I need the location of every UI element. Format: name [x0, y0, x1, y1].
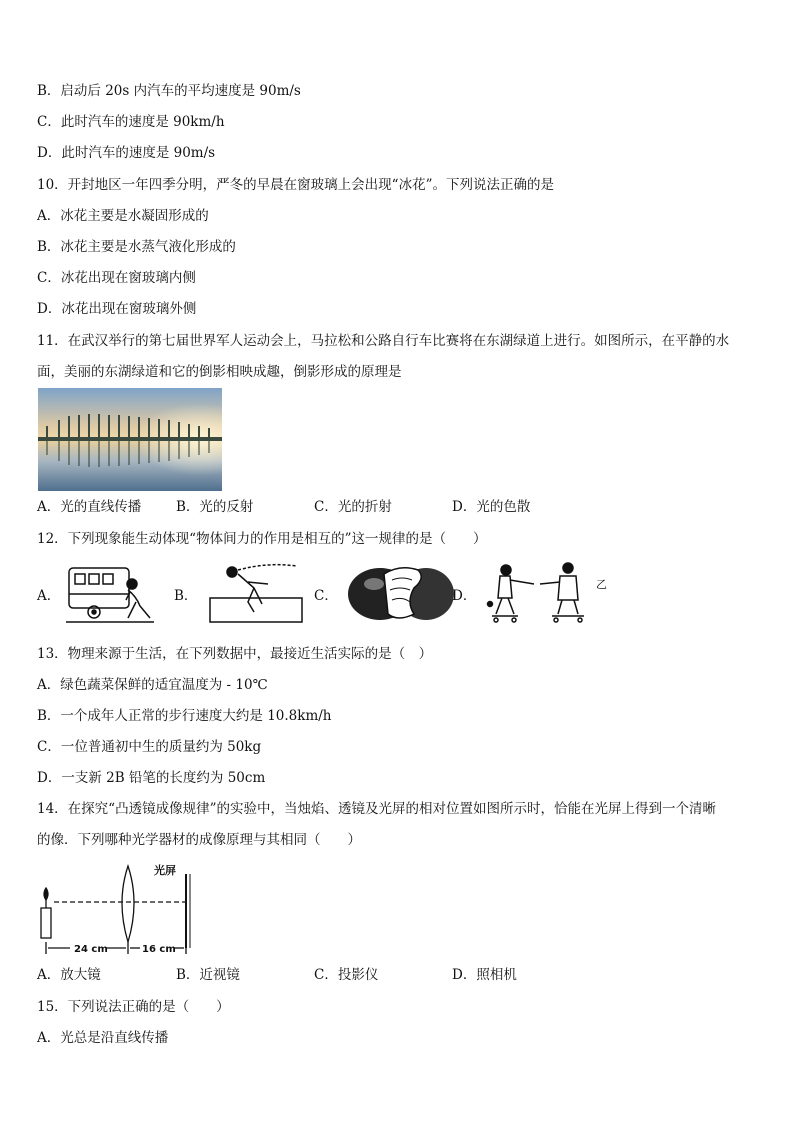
q13-option-a: A．绿色蔬菜保鲜的适宜温度为 - 10℃ — [37, 677, 268, 693]
q14-distance-left: 24 cm — [74, 944, 108, 955]
q13-option-b: B．一个成年人正常的步行速度大约是 10.8km/h — [37, 708, 332, 724]
q11-lake-photo — [38, 388, 222, 491]
q12-option-d-label: D． — [452, 588, 477, 604]
q14-screen-label: 光屏 — [154, 864, 176, 877]
q12-option-a-label: A． — [37, 588, 61, 604]
q11-stem-line1: 11．在武汉举行的第七届世界军人运动会上，马拉松和公路自行车比赛将在东湖绿道上进行。如图所示，在平静的水 — [37, 333, 730, 349]
q11-option-c: C．光的折射 — [314, 499, 392, 515]
q12-figure-d-skaters-push — [486, 558, 598, 626]
q12-figure-a-pushing-car — [66, 562, 154, 626]
q10-option-b: B．冰花主要是水蒸气液化形成的 — [37, 239, 236, 255]
q11-option-a: A．光的直线传播 — [37, 499, 142, 515]
q11-stem-line2: 面，美丽的东湖绿道和它的倒影相映成趣，倒影形成的原理是 — [37, 364, 402, 380]
q9-option-c: C．此时汽车的速度是 90km/h — [37, 114, 225, 130]
q13-option-d: D．一支新 2B 铅笔的长度约为 50cm — [37, 770, 266, 786]
q14-stem-line2: 的像．下列哪种光学器材的成像原理与其相同（ ） — [37, 832, 361, 848]
q14-option-b: B．近视镜 — [176, 967, 240, 983]
q9-option-b: B．启动后 20s 内汽车的平均速度是 90m/s — [37, 83, 301, 99]
q14-option-d: D．照相机 — [452, 967, 517, 983]
q13-option-c: C．一位普通初中生的质量约为 50kg — [37, 739, 262, 755]
q9-option-d: D．此时汽车的速度是 90m/s — [37, 145, 216, 161]
q10-stem: 10．开封地区一年四季分明，严冬的早晨在窗玻璃上会出现“冰花”。下列说法正确的是 — [37, 177, 554, 193]
q10-option-a: A．冰花主要是水凝固形成的 — [37, 208, 209, 224]
q12-figure-c-egg-squeeze — [344, 562, 456, 624]
q14-stem-line1: 14．在探究“凸透镜成像规律”的实验中，当烛焰、透镜及光屏的相对位置如图所示时，恰能在光屏上得到一个清晰 — [37, 801, 716, 817]
q15-stem: 15．下列说法正确的是（ ） — [37, 999, 230, 1015]
q11-option-d: D．光的色散 — [452, 499, 531, 515]
q10-option-d: D．冰花出现在窗玻璃外侧 — [37, 301, 197, 317]
q14-option-c: C．投影仪 — [314, 967, 379, 983]
q10-option-c: C．冰花出现在窗玻璃内侧 — [37, 270, 196, 286]
q12-figure-d-label: 乙 — [596, 578, 607, 591]
q12-figure-b-shot-put — [208, 562, 308, 624]
q14-lens-diagram — [36, 858, 196, 958]
q12-option-c-label: C． — [314, 588, 338, 604]
q12-stem: 12．下列现象能生动体现“物体间力的作用是相互的”这一规律的是（ ） — [37, 531, 487, 547]
q15-option-a: A．光总是沿直线传播 — [37, 1030, 169, 1046]
q13-stem: 13．物理来源于生活，在下列数据中，最接近生活实际的是（ ） — [37, 646, 433, 662]
q14-option-a: A．放大镜 — [37, 967, 101, 983]
q14-distance-right: 16 cm — [142, 944, 176, 955]
q11-option-b: B．光的反射 — [176, 499, 254, 515]
q12-option-b-label: B． — [174, 588, 198, 604]
